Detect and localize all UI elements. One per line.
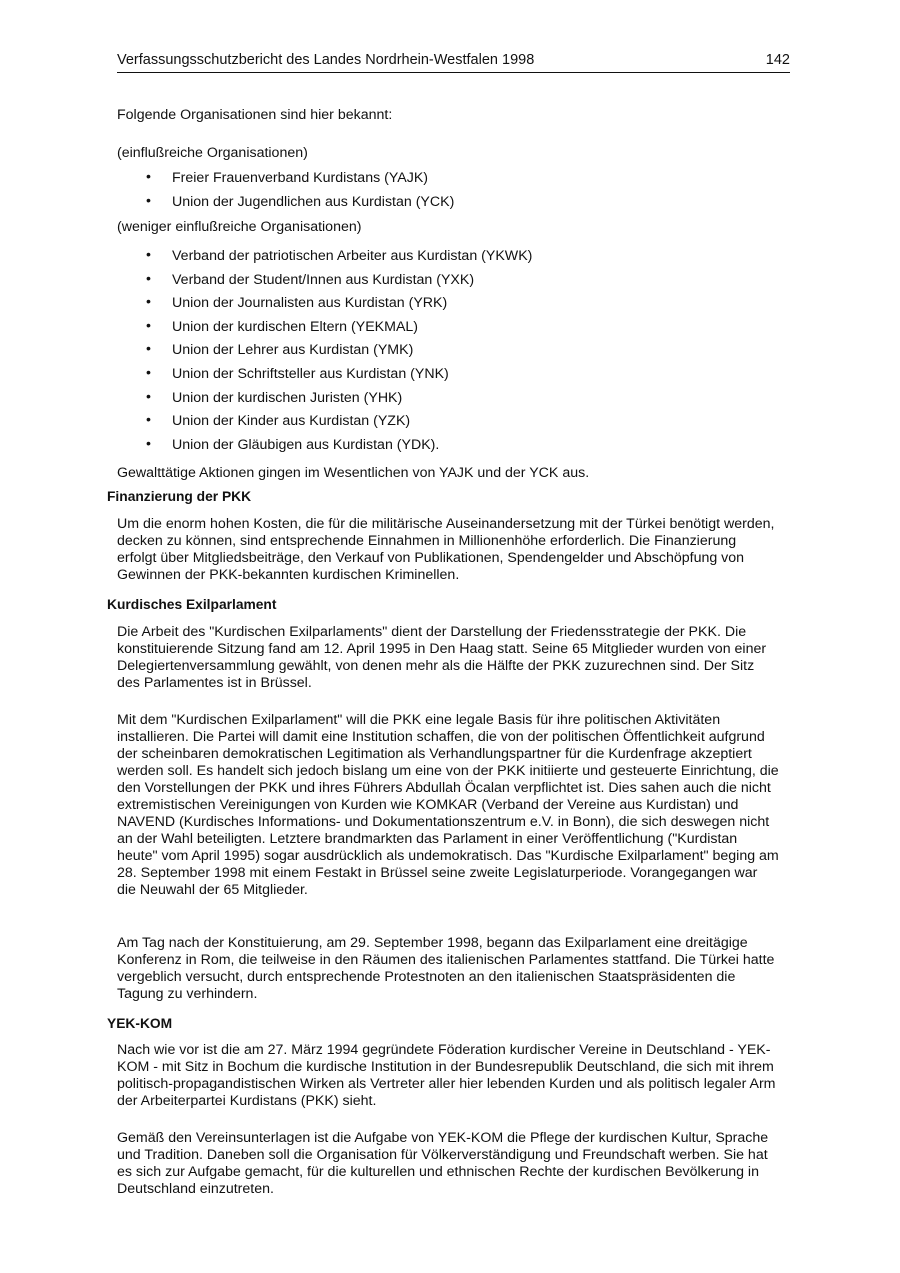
list-item-text: Verband der patriotischen Arbeiter aus Kurdistan (YKWK) [172, 248, 533, 264]
bullet-icon: • [146, 270, 151, 287]
bullet-icon: • [146, 294, 151, 311]
group-label-influential: (einflußreiche Organisationen) [117, 145, 308, 161]
list-item-text: Union der Lehrer aus Kurdistan (YMK) [172, 342, 414, 359]
list-item [146, 295, 532, 319]
list-item [146, 272, 532, 296]
bullet-icon: • [146, 364, 151, 381]
list-item [146, 413, 532, 437]
group-label-less-influential: (weniger einflußreiche Organisationen) [117, 219, 362, 235]
page-header [117, 51, 790, 73]
list-less-influential-organisations [146, 248, 532, 460]
list-influential-organisations [146, 170, 454, 217]
list-item-text: Verband der Student/Innen aus Kurdistan (YXK) [172, 271, 475, 288]
header-title: Verfassungsschutzbericht des Landes Nordrhein-Westfalen 1998 [117, 52, 535, 68]
bullet-icon: • [146, 247, 151, 263]
list-item [146, 437, 532, 461]
list-item [146, 366, 532, 390]
list-item [146, 319, 532, 343]
paragraph-financing: Um die enorm hohen Kosten, die für die militärische Auseinandersetzung mit der Türkei benötigt werden, decken zu können, sind entsprechende Einnahmen in Millionenhöhe erforderlich. Die Finanzierung erfolgt über Mitgliedsbeiträge, den Verkauf von Publikationen, Spendengelder und Abschöpfung von Gewinnen der PKK-bekannten kurdischen Kriminellen. [117, 516, 775, 583]
section-heading-financing: Finanzierung der PKK [107, 489, 252, 504]
violence-note: Gewalttätige Aktionen gingen im Wesentlichen von YAJK und der YCK aus. [117, 465, 590, 481]
list-item-text: Union der Jugendlichen aus Kurdistan (YCK) [172, 193, 455, 210]
list-item [146, 194, 454, 218]
section-heading-yek-kom: YEK-KOM [107, 1016, 173, 1031]
page-number: 142 [765, 52, 790, 68]
bullet-icon: • [146, 435, 151, 452]
bullet-icon: • [146, 192, 151, 209]
list-item [146, 170, 454, 194]
paragraph-exile-3: Am Tag nach der Konstituierung, am 29. September 1998, begann das Exilparlament eine dreitägige Konferenz in Rom, die teilweise in den Räumen des italienischen Parlamentes stattfand. Die Türkei hatte vergeblich versucht, durch entsprechende Protestnoten an den italienischen Staatspräsidenten die Tagung zu verhindern. [117, 935, 775, 1002]
intro-text: Folgende Organisationen sind hier bekannt: [117, 107, 393, 123]
bullet-icon: • [146, 341, 151, 358]
bullet-icon: • [146, 388, 151, 405]
paragraph-yek-kom-1: Nach wie vor ist die am 27. März 1994 gegründete Föderation kurdischer Vereine in Deutschland - YEK-KOM - mit Sitz in Bochum die kurdische Institution in der Bundesrepublik Deutschland, die sich mit ihrem politisch-propagandistischen Wirken als Vertreter aller hier lebenden Kurden und als politisch legaler Arm der Arbeiterpartei Kurdistans (PKK) sieht. [117, 1042, 776, 1109]
list-item [146, 248, 532, 272]
section-heading-exile-parliament: Kurdisches Exilparlament [107, 597, 277, 612]
paragraph-exile-1: Die Arbeit des "Kurdischen Exilparlaments" dient der Darstellung der Friedensstrategie der PKK. Die konstituierende Sitzung fand am 12. April 1995 in Den Haag statt. Seine 65 Mitglieder wurden von einer Delegiertenversammlung gewählt, von denen mehr als die Hälfte der PKK zuzurechnen sind. Der Sitz des Parlamentes ist in Brüssel. [117, 624, 767, 691]
list-item-text: Union der Journalisten aus Kurdistan (YRK) [172, 295, 448, 312]
paragraph-yek-kom-2: Gemäß den Vereinsunterlagen ist die Aufgabe von YEK-KOM die Pflege der kurdischen Kultur, Sprache und Tradition. Daneben soll die Organisation für Völkerverständigung und Freundschaft werben. Sie hat es sich zur Aufgabe gemacht, für die kulturellen und ethnischen Rechte der kurdischen Bevölkerung in Deutschland einzutreten. [117, 1130, 769, 1197]
bullet-icon: • [146, 412, 151, 429]
list-item-text: Union der Gläubigen aus Kurdistan (YDK). [172, 436, 440, 453]
list-item [146, 390, 532, 414]
bullet-icon: • [146, 317, 151, 334]
list-item-text: Union der kurdischen Juristen (YHK) [172, 389, 403, 406]
list-item-text: Union der Kinder aus Kurdistan (YZK) [172, 413, 411, 430]
list-item [146, 342, 532, 366]
list-item-text: Union der Schriftsteller aus Kurdistan (YNK) [172, 365, 449, 382]
paragraph-exile-2: Mit dem "Kurdischen Exilparlament" will die PKK eine legale Basis für ihre politischen Aktivitäten installieren. Die Partei will damit eine Institution schaffen, die von der politischen Öffentlichkeit aufgrund der scheinbaren demokratischen Legitimation als Verhandlungspartner für die Kurdenfrage akzeptiert werden soll. Es handelt sich jedoch bislang um eine von der PKK initiierte und gesteuerte Einrichtung, die den Vorstellungen der PKK und ihres Führers Abdullah Öcalan verpflichtet ist. Dies sahen auch die nicht extremistischen Vereinigungen von Kurden wie KOMKAR (Verband der Vereine aus Kurdistan) und NAVEND (Kurdisches Informations- und Dokumentationszentrum e.V. in Bonn), die sich deswegen nicht an der Wahl beteiligten. Letztere brandmarkten das Parlament in einer Veröffentlichung ("Kurdistan heute" vom April 1995) sogar ausdrücklich als undemokratisch. Das "Kurdische Exilparlament" beging am 28. September 1998 mit einem Festakt in Brüssel seine zweite Legislaturperiode. Vorangegangen war die Neuwahl der 65 Mitglieder. [117, 712, 779, 898]
list-item-text: Union der kurdischen Eltern (YEKMAL) [172, 318, 419, 335]
list-item-text: Freier Frauenverband Kurdistans (YAJK) [172, 170, 429, 186]
bullet-icon: • [146, 169, 151, 185]
